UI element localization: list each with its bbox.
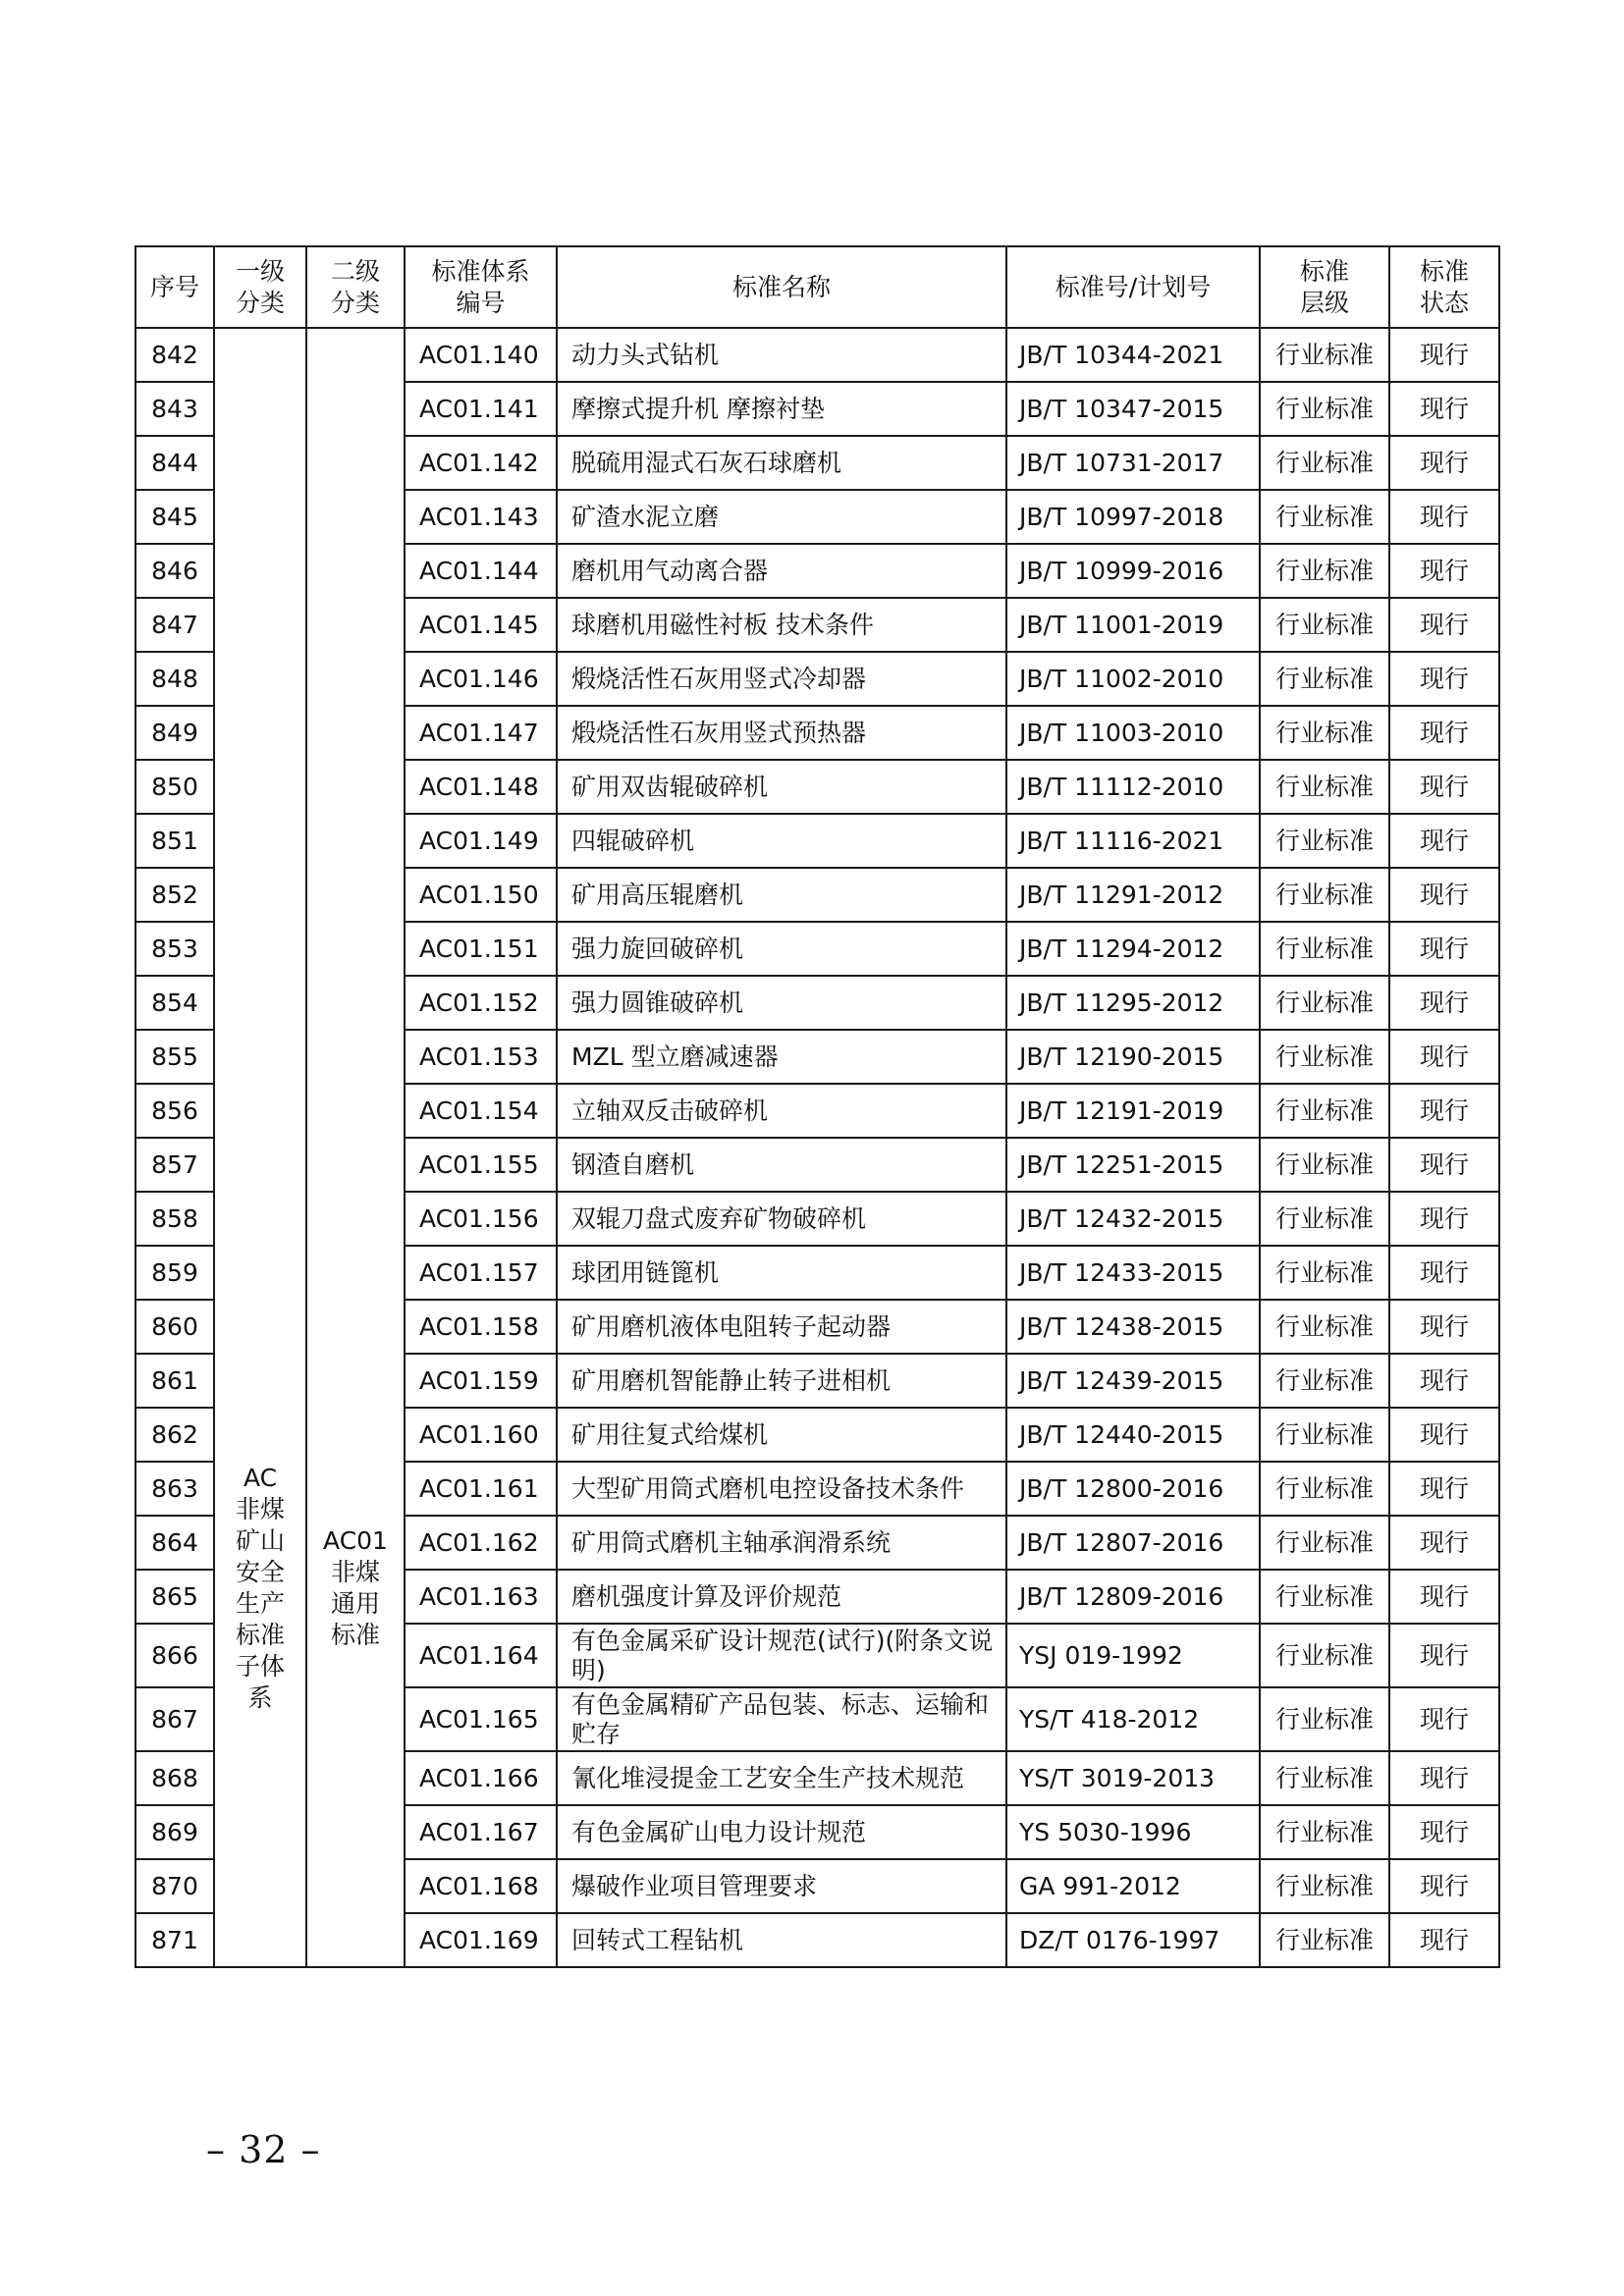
standards-table xyxy=(135,245,1500,1968)
row-name-cell: 矿用筒式磨机主轴承润滑系统 xyxy=(557,1516,1006,1570)
row-level-cell: 行业标准 xyxy=(1260,706,1389,760)
row-level-cell: 行业标准 xyxy=(1260,1624,1389,1687)
row-name-cell: 磨机强度计算及评价规范 xyxy=(557,1570,1006,1624)
header-name-text: 标准名称 xyxy=(731,272,831,301)
header-stdno-text: 标准号/计划号 xyxy=(1055,272,1212,301)
row-seq-cell: 854 xyxy=(135,976,214,1030)
row-status-cell: 现行 xyxy=(1389,1913,1499,1967)
row-stdno-cell: JB/T 11002-2010 xyxy=(1006,652,1260,706)
row-seq-cell: 852 xyxy=(135,868,214,922)
row-status-cell: 现行 xyxy=(1389,922,1499,976)
row-code-cell: AC01.151 xyxy=(405,922,557,976)
level2-category-text xyxy=(307,329,404,1651)
row-code-cell: AC01.163 xyxy=(405,1570,557,1624)
row-seq-cell: 853 xyxy=(135,922,214,976)
header-seq xyxy=(135,246,214,328)
row-seq-cell: 863 xyxy=(135,1462,214,1516)
header-level2 xyxy=(306,246,405,328)
row-name-cell: 矿用高压辊磨机 xyxy=(557,868,1006,922)
row-stdno-cell: JB/T 12190-2015 xyxy=(1006,1030,1260,1084)
row-status-cell: 现行 xyxy=(1389,1246,1499,1300)
row-status-cell: 现行 xyxy=(1389,1624,1499,1687)
row-level-cell: 行业标准 xyxy=(1260,1408,1389,1462)
row-code-cell: AC01.154 xyxy=(405,1084,557,1138)
row-stdno-cell: JB/T 10731-2017 xyxy=(1006,436,1260,490)
row-status-cell: 现行 xyxy=(1389,1859,1499,1913)
row-seq-cell: 864 xyxy=(135,1516,214,1570)
row-status-cell: 现行 xyxy=(1389,868,1499,922)
row-level-cell: 行业标准 xyxy=(1260,544,1389,598)
row-stdno-cell: JB/T 12438-2015 xyxy=(1006,1300,1260,1354)
row-code-cell: AC01.148 xyxy=(405,760,557,814)
header-level1-line1: 一级 xyxy=(235,256,285,286)
level1-category-line: 非煤 xyxy=(235,1495,285,1523)
row-name-cell: 双辊刀盘式废弃矿物破碎机 xyxy=(557,1192,1006,1246)
level1-category-text xyxy=(215,329,305,1714)
row-name-cell: 磨机用气动离合器 xyxy=(557,544,1006,598)
row-name-cell: 矿渣水泥立磨 xyxy=(557,490,1006,544)
row-code-cell: AC01.155 xyxy=(405,1138,557,1192)
row-seq-cell: 849 xyxy=(135,706,214,760)
row-level-cell: 行业标准 xyxy=(1260,1192,1389,1246)
header-level1-line2: 分类 xyxy=(235,288,285,317)
row-status-cell: 现行 xyxy=(1389,1192,1499,1246)
row-name-cell: 有色金属精矿产品包装、标志、运输和贮存 xyxy=(557,1687,1006,1751)
header-status-line2: 状态 xyxy=(1419,288,1469,317)
row-status-cell: 现行 xyxy=(1389,544,1499,598)
header-level-line2: 层级 xyxy=(1299,288,1349,317)
row-name-cell: 氰化堆浸提金工艺安全生产技术规范 xyxy=(557,1751,1006,1805)
row-seq-cell: 861 xyxy=(135,1354,214,1408)
row-status-cell: 现行 xyxy=(1389,1084,1499,1138)
row-code-cell: AC01.159 xyxy=(405,1354,557,1408)
row-level-cell: 行业标准 xyxy=(1260,382,1389,436)
row-level-cell: 行业标准 xyxy=(1260,1138,1389,1192)
level2-category-line: 通用 xyxy=(330,1589,380,1618)
row-level-cell: 行业标准 xyxy=(1260,976,1389,1030)
row-seq-cell: 865 xyxy=(135,1570,214,1624)
row-seq-cell: 868 xyxy=(135,1751,214,1805)
row-stdno-cell: YS 5030-1996 xyxy=(1006,1805,1260,1859)
row-code-cell: AC01.164 xyxy=(405,1624,557,1687)
row-status-cell: 现行 xyxy=(1389,1138,1499,1192)
table-header xyxy=(135,246,1499,328)
row-stdno-cell: JB/T 11112-2010 xyxy=(1006,760,1260,814)
row-code-cell: AC01.146 xyxy=(405,652,557,706)
row-seq-cell: 858 xyxy=(135,1192,214,1246)
row-level-cell: 行业标准 xyxy=(1260,1030,1389,1084)
row-level-cell: 行业标准 xyxy=(1260,1570,1389,1624)
row-code-cell: AC01.153 xyxy=(405,1030,557,1084)
row-status-cell: 现行 xyxy=(1389,1300,1499,1354)
row-status-cell: 现行 xyxy=(1389,652,1499,706)
row-name-cell: 煅烧活性石灰用竖式预热器 xyxy=(557,706,1006,760)
table-body xyxy=(135,328,1499,1967)
row-stdno-cell: YS/T 3019-2013 xyxy=(1006,1751,1260,1805)
row-name-cell: 脱硫用湿式石灰石球磨机 xyxy=(557,436,1006,490)
row-status-cell: 现行 xyxy=(1389,382,1499,436)
level1-category-line: 子体 xyxy=(235,1652,285,1681)
row-stdno-cell: JB/T 11003-2010 xyxy=(1006,706,1260,760)
row-stdno-cell: GA 991-2012 xyxy=(1006,1859,1260,1913)
row-code-cell: AC01.145 xyxy=(405,598,557,652)
row-seq-cell: 843 xyxy=(135,382,214,436)
row-seq-cell: 867 xyxy=(135,1687,214,1751)
row-status-cell: 现行 xyxy=(1389,706,1499,760)
row-name-cell: 立轴双反击破碎机 xyxy=(557,1084,1006,1138)
level1-category-line: 标准 xyxy=(235,1621,285,1649)
row-seq-cell: 870 xyxy=(135,1859,214,1913)
row-name-cell: 强力旋回破碎机 xyxy=(557,922,1006,976)
row-stdno-cell: JB/T 11291-2012 xyxy=(1006,868,1260,922)
header-code-line2: 编号 xyxy=(456,288,506,317)
row-name-cell: 爆破作业项目管理要求 xyxy=(557,1859,1006,1913)
header-row xyxy=(135,246,1499,328)
row-seq-cell: 862 xyxy=(135,1408,214,1462)
header-seq-text: 序号 xyxy=(149,272,199,301)
row-name-cell: 强力圆锥破碎机 xyxy=(557,976,1006,1030)
row-seq-cell: 846 xyxy=(135,544,214,598)
row-level-cell: 行业标准 xyxy=(1260,436,1389,490)
row-name-cell: 矿用磨机智能静止转子进相机 xyxy=(557,1354,1006,1408)
row-stdno-cell: JB/T 11294-2012 xyxy=(1006,922,1260,976)
row-name-cell: 有色金属采矿设计规范(试行)(附条文说明) xyxy=(557,1624,1006,1687)
row-code-cell: AC01.168 xyxy=(405,1859,557,1913)
level1-category-line: 生产 xyxy=(235,1589,285,1618)
header-stdno xyxy=(1006,246,1260,328)
row-level-cell: 行业标准 xyxy=(1260,1462,1389,1516)
row-code-cell: AC01.165 xyxy=(405,1687,557,1751)
header-level1 xyxy=(214,246,306,328)
row-status-cell: 现行 xyxy=(1389,1354,1499,1408)
header-name xyxy=(557,246,1006,328)
row-level-cell: 行业标准 xyxy=(1260,1300,1389,1354)
row-seq-cell: 855 xyxy=(135,1030,214,1084)
row-level-cell: 行业标准 xyxy=(1260,868,1389,922)
row-code-cell: AC01.169 xyxy=(405,1913,557,1967)
row-level-cell: 行业标准 xyxy=(1260,652,1389,706)
row-stdno-cell: JB/T 10344-2021 xyxy=(1006,328,1260,382)
row-seq-cell: 845 xyxy=(135,490,214,544)
row-stdno-cell: DZ/T 0176-1997 xyxy=(1006,1913,1260,1967)
row-stdno-cell: JB/T 12432-2015 xyxy=(1006,1192,1260,1246)
row-stdno-cell: JB/T 12191-2019 xyxy=(1006,1084,1260,1138)
row-name-cell: MZL 型立磨减速器 xyxy=(557,1030,1006,1084)
row-code-cell: AC01.166 xyxy=(405,1751,557,1805)
row-status-cell: 现行 xyxy=(1389,814,1499,868)
row-seq-cell: 871 xyxy=(135,1913,214,1967)
row-level-cell: 行业标准 xyxy=(1260,1687,1389,1751)
row-status-cell: 现行 xyxy=(1389,760,1499,814)
row-code-cell: AC01.147 xyxy=(405,706,557,760)
row-code-cell: AC01.141 xyxy=(405,382,557,436)
row-code-cell: AC01.149 xyxy=(405,814,557,868)
row-seq-cell: 857 xyxy=(135,1138,214,1192)
row-status-cell: 现行 xyxy=(1389,328,1499,382)
row-stdno-cell: JB/T 11116-2021 xyxy=(1006,814,1260,868)
row-seq-cell: 850 xyxy=(135,760,214,814)
row-status-cell: 现行 xyxy=(1389,436,1499,490)
row-seq-cell: 860 xyxy=(135,1300,214,1354)
row-stdno-cell: JB/T 10999-2016 xyxy=(1006,544,1260,598)
row-stdno-cell: JB/T 11295-2012 xyxy=(1006,976,1260,1030)
row-seq-cell: 842 xyxy=(135,328,214,382)
row-code-cell: AC01.140 xyxy=(405,328,557,382)
row-level-cell: 行业标准 xyxy=(1260,1354,1389,1408)
level2-category-line: 标准 xyxy=(330,1621,380,1649)
row-name-cell: 矿用磨机液体电阻转子起动器 xyxy=(557,1300,1006,1354)
row-level-cell: 行业标准 xyxy=(1260,1913,1389,1967)
row-seq-cell: 859 xyxy=(135,1246,214,1300)
row-level-cell: 行业标准 xyxy=(1260,814,1389,868)
row-level-cell: 行业标准 xyxy=(1260,1751,1389,1805)
row-name-cell: 有色金属矿山电力设计规范 xyxy=(557,1805,1006,1859)
row-stdno-cell: YS/T 418-2012 xyxy=(1006,1687,1260,1751)
row-seq-cell: 866 xyxy=(135,1624,214,1687)
row-status-cell: 现行 xyxy=(1389,1570,1499,1624)
header-level xyxy=(1260,246,1389,328)
row-name-cell: 球磨机用磁性衬板 技术条件 xyxy=(557,598,1006,652)
row-status-cell: 现行 xyxy=(1389,1030,1499,1084)
level2-category-line: AC01 xyxy=(323,1526,388,1555)
row-stdno-cell: JB/T 12439-2015 xyxy=(1006,1354,1260,1408)
row-level-cell: 行业标准 xyxy=(1260,1859,1389,1913)
row-level-cell: 行业标准 xyxy=(1260,1084,1389,1138)
row-name-cell: 大型矿用筒式磨机电控设备技术条件 xyxy=(557,1462,1006,1516)
row-code-cell: AC01.160 xyxy=(405,1408,557,1462)
row-status-cell: 现行 xyxy=(1389,598,1499,652)
header-level2-line2: 分类 xyxy=(330,288,380,317)
row-seq-cell: 856 xyxy=(135,1084,214,1138)
header-code-line1: 标准体系 xyxy=(431,256,530,286)
page-number: – 32 – xyxy=(206,2128,321,2171)
row-name-cell: 球团用链篦机 xyxy=(557,1246,1006,1300)
level1-category-line: 安全 xyxy=(235,1558,285,1586)
row-code-cell: AC01.152 xyxy=(405,976,557,1030)
row-code-cell: AC01.150 xyxy=(405,868,557,922)
row-level-cell: 行业标准 xyxy=(1260,922,1389,976)
row-stdno-cell: JB/T 12251-2015 xyxy=(1006,1138,1260,1192)
level1-category-cell xyxy=(214,328,306,1967)
row-status-cell: 现行 xyxy=(1389,976,1499,1030)
row-stdno-cell: JB/T 10347-2015 xyxy=(1006,382,1260,436)
row-seq-cell: 848 xyxy=(135,652,214,706)
row-seq-cell: 869 xyxy=(135,1805,214,1859)
table-row xyxy=(135,328,1499,382)
row-name-cell: 矿用双齿辊破碎机 xyxy=(557,760,1006,814)
row-code-cell: AC01.156 xyxy=(405,1192,557,1246)
row-code-cell: AC01.144 xyxy=(405,544,557,598)
header-code xyxy=(405,246,557,328)
row-code-cell: AC01.142 xyxy=(405,436,557,490)
level2-category-cell xyxy=(306,328,405,1967)
row-seq-cell: 847 xyxy=(135,598,214,652)
row-status-cell: 现行 xyxy=(1389,1687,1499,1751)
row-seq-cell: 844 xyxy=(135,436,214,490)
row-seq-cell: 851 xyxy=(135,814,214,868)
row-stdno-cell: JB/T 10997-2018 xyxy=(1006,490,1260,544)
row-status-cell: 现行 xyxy=(1389,1462,1499,1516)
row-name-cell: 钢渣自磨机 xyxy=(557,1138,1006,1192)
row-level-cell: 行业标准 xyxy=(1260,598,1389,652)
row-status-cell: 现行 xyxy=(1389,490,1499,544)
row-status-cell: 现行 xyxy=(1389,1751,1499,1805)
row-stdno-cell: YSJ 019-1992 xyxy=(1006,1624,1260,1687)
row-stdno-cell: JB/T 12440-2015 xyxy=(1006,1408,1260,1462)
row-status-cell: 现行 xyxy=(1389,1805,1499,1859)
level1-category-line: 系 xyxy=(247,1683,273,1712)
row-code-cell: AC01.157 xyxy=(405,1246,557,1300)
row-stdno-cell: JB/T 12809-2016 xyxy=(1006,1570,1260,1624)
row-code-cell: AC01.161 xyxy=(405,1462,557,1516)
row-level-cell: 行业标准 xyxy=(1260,328,1389,382)
header-status xyxy=(1389,246,1499,328)
row-name-cell: 煅烧活性石灰用竖式冷却器 xyxy=(557,652,1006,706)
row-stdno-cell: JB/T 12433-2015 xyxy=(1006,1246,1260,1300)
row-level-cell: 行业标准 xyxy=(1260,490,1389,544)
row-level-cell: 行业标准 xyxy=(1260,1246,1389,1300)
row-status-cell: 现行 xyxy=(1389,1408,1499,1462)
row-name-cell: 动力头式钻机 xyxy=(557,328,1006,382)
row-level-cell: 行业标准 xyxy=(1260,1805,1389,1859)
row-code-cell: AC01.158 xyxy=(405,1300,557,1354)
row-code-cell: AC01.167 xyxy=(405,1805,557,1859)
row-code-cell: AC01.162 xyxy=(405,1516,557,1570)
header-level-line1: 标准 xyxy=(1299,256,1349,286)
row-level-cell: 行业标准 xyxy=(1260,1516,1389,1570)
level1-category-line: AC xyxy=(243,1464,278,1492)
row-name-cell: 摩擦式提升机 摩擦衬垫 xyxy=(557,382,1006,436)
row-level-cell: 行业标准 xyxy=(1260,760,1389,814)
row-code-cell: AC01.143 xyxy=(405,490,557,544)
row-name-cell: 四辊破碎机 xyxy=(557,814,1006,868)
row-stdno-cell: JB/T 11001-2019 xyxy=(1006,598,1260,652)
row-stdno-cell: JB/T 12800-2016 xyxy=(1006,1462,1260,1516)
row-stdno-cell: JB/T 12807-2016 xyxy=(1006,1516,1260,1570)
level1-category-line: 矿山 xyxy=(235,1526,285,1555)
row-status-cell: 现行 xyxy=(1389,1516,1499,1570)
header-status-line1: 标准 xyxy=(1419,256,1469,286)
row-name-cell: 矿用往复式给煤机 xyxy=(557,1408,1006,1462)
level2-category-line: 非煤 xyxy=(330,1558,380,1586)
row-name-cell: 回转式工程钻机 xyxy=(557,1913,1006,1967)
header-level2-line1: 二级 xyxy=(330,256,380,286)
